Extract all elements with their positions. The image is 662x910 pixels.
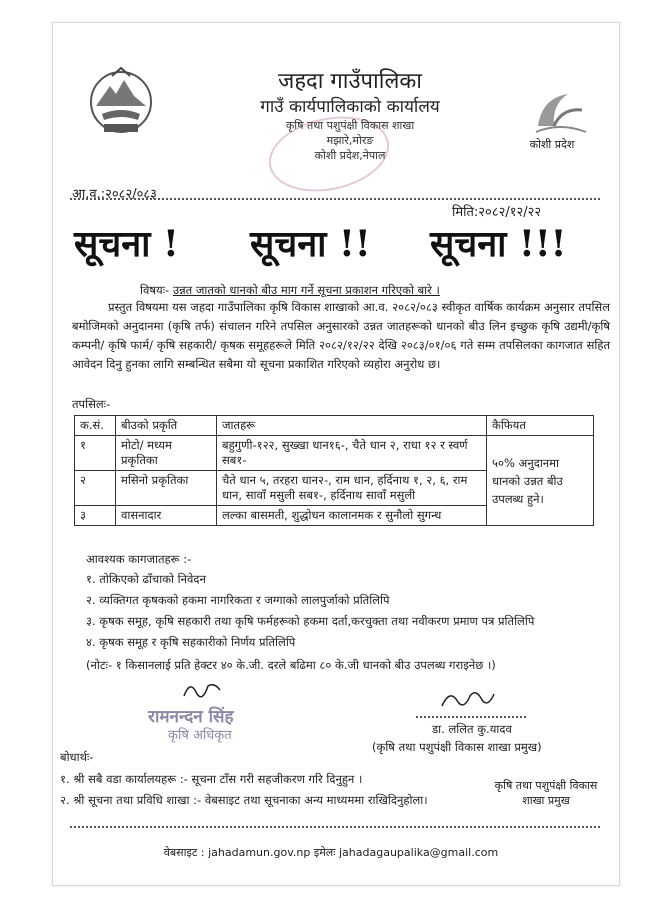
- nepal-emblem-icon: [82, 62, 160, 140]
- municipality-name: जहदा गाउँपालिका: [278, 69, 422, 94]
- notice-heading-1: सूचना !: [74, 223, 179, 265]
- email-link[interactable]: jahadagaupalika@gmail.com: [339, 846, 499, 859]
- required-doc-item: ३. कृषक समूह, कृषि सहकारी तथा कृषि फर्महरूको हकमा दर्ता,करचुक्ता तथा नवीकरण प्रमाण पत्र प्रतिलिपि: [86, 614, 535, 628]
- province-logo-label: कोशी प्रदेश: [529, 138, 575, 151]
- fiscal-year: आ.व.:२०८२/०८३: [72, 187, 157, 202]
- subject-label: विषयः-: [140, 283, 170, 297]
- notice-heading-2: सूचना !!: [250, 223, 371, 265]
- cc-label: बोधार्थः-: [60, 750, 94, 764]
- issue-date: मिति:२०८२/१२/२२: [452, 205, 542, 220]
- email-label: इमेलः: [313, 846, 336, 859]
- notice-body: प्रस्तुत विषयमा यस जहदा गाउँपालिका कृषि विकास शाखाको आ.व. २०८२/०८३ स्वीकृत वार्षिक कार्यक्रम अनुसार तपसिल बमोजिमको अनुदानमा (कृषि तर्फ) संचालन गरिने तपसिल अनुसारको उन्नत जातहरूको धानको बीउ लिन इच्छुक कृषि उद्यमी/कृषि कम्पनी/ कृषि फार्म/ कृषि सहकारी/ कृषक समूहहरूले मिति २०८२/१२/२२ देखि २०८३/०१/०६ गते सम्म तपसिलका कागजात सहित आवेदन दिनु हुनका लागि सम्बन्धित सबैमा यो सूचना प्रकाशित गरिएको व्यहोरा अनुरोध छ।: [72, 300, 610, 371]
- required-docs-heading: आवश्यक कागजातहरू :-: [86, 552, 192, 566]
- subject-text: उन्नत जातको धानको बीउ माग गर्ने सूचना प्रकाशन गरिएको बारे ।: [172, 283, 440, 297]
- location: मझारे,मोरङ: [326, 134, 374, 147]
- footer-divider: [70, 826, 600, 828]
- table-row: [75, 436, 594, 471]
- table-header-sn: क.सं.: [75, 416, 116, 436]
- website-link[interactable]: jahadamun.gov.np: [208, 846, 311, 859]
- table-header-type: बीउको प्रकृति: [116, 416, 217, 436]
- right-signature-icon: [438, 684, 498, 714]
- signature-line: [416, 716, 526, 718]
- officer-stamp-name: रामनन्दन सिंह: [148, 707, 234, 727]
- officer-stamp-role: कृषि अधिकृत: [168, 728, 232, 743]
- schedule-label: तपसिलः-: [72, 397, 111, 411]
- table-header-row: [75, 416, 594, 436]
- branch-chief-stamp: कृषि तथा पशुपंक्षी विकास शाखा प्रमुख: [494, 779, 598, 807]
- row-varieties: लल्का बासमती, शुद्धोधन कालानमक र सुनौलो सुगन्ध: [217, 506, 487, 526]
- header-divider: [70, 198, 600, 200]
- chief-role: (कृषि तथा पशुपंक्षी विकास शाखा प्रमुख): [372, 740, 542, 754]
- required-doc-item: १. तोकिएको ढाँचाको निवेदन: [86, 572, 206, 586]
- branch-name: कृषि तथा पशुपंक्षी विकास शाखा: [285, 119, 415, 132]
- row-remark: ५०% अनुदानमा धानको उन्नत बीउ उपलब्ध हुने।: [487, 436, 594, 526]
- cc-item: १. श्री सबै वडा कार्यालयहरू :- सूचना टाँस गरी सहजीकरण गरि दिनुहुन ।: [60, 772, 363, 786]
- province-address: कोशी प्रदेश,नेपाल: [314, 149, 386, 162]
- notice-heading-3: सूचना !!!: [430, 223, 567, 265]
- row-type: मसिनो प्रकृतिका: [116, 471, 217, 506]
- table-header-varieties: जातहरू: [217, 416, 487, 436]
- cc-item: २. श्री सूचना तथा प्रविधि शाखा :- वेबसाइट तथा सूचनाका अन्य माध्यममा राखिदिनुहोला।: [60, 793, 428, 807]
- seed-table: [74, 415, 594, 526]
- required-doc-item: ४. कृषक समूह र कृषि सहकारीको निर्णय प्रतिलिपि: [86, 635, 296, 649]
- row-varieties: बहुगुणी-१२२, सुख्खा धान१६-, चैते धान २, राधा १२ र स्वर्ण सब१-: [217, 436, 487, 471]
- row-varieties: चैते धान ५, तरहरा धान२-, राम धान, हर्दिनाथ १, २, ६, राम धान, सावाँ मसुली सब१-, हर्दिनाथ सावाँ मसुली: [217, 471, 487, 506]
- row-sn: २: [75, 471, 116, 506]
- row-type: वासनादार: [116, 506, 217, 526]
- row-type: मोटो/ मध्यम प्रकृतिका: [116, 436, 217, 471]
- subject-line: [140, 283, 440, 298]
- website-label: वेबसाइट :: [163, 846, 205, 859]
- allocation-note: (नोटः- १ किसानलाई प्रति हेक्टर ४० के.जी. दरले बढिमा ८० के.जी धानको बीउ उपलब्ध गराइनेछ ।): [86, 658, 496, 672]
- chief-name: डा. ललित कु.यादव: [432, 722, 512, 736]
- footer-contact: [0, 845, 662, 860]
- row-sn: ३: [75, 506, 116, 526]
- office-name: गाउँ कार्यपालिकाको कार्यालय: [260, 97, 440, 117]
- table-header-remarks: कैफियत: [487, 416, 594, 436]
- left-signature-icon: [180, 676, 224, 704]
- required-doc-item: २. व्यक्तिगत कृषकको हकमा नागरिकता र जग्गाको लालपुर्जाको प्रतिलिपि: [86, 593, 390, 607]
- row-sn: १: [75, 436, 116, 471]
